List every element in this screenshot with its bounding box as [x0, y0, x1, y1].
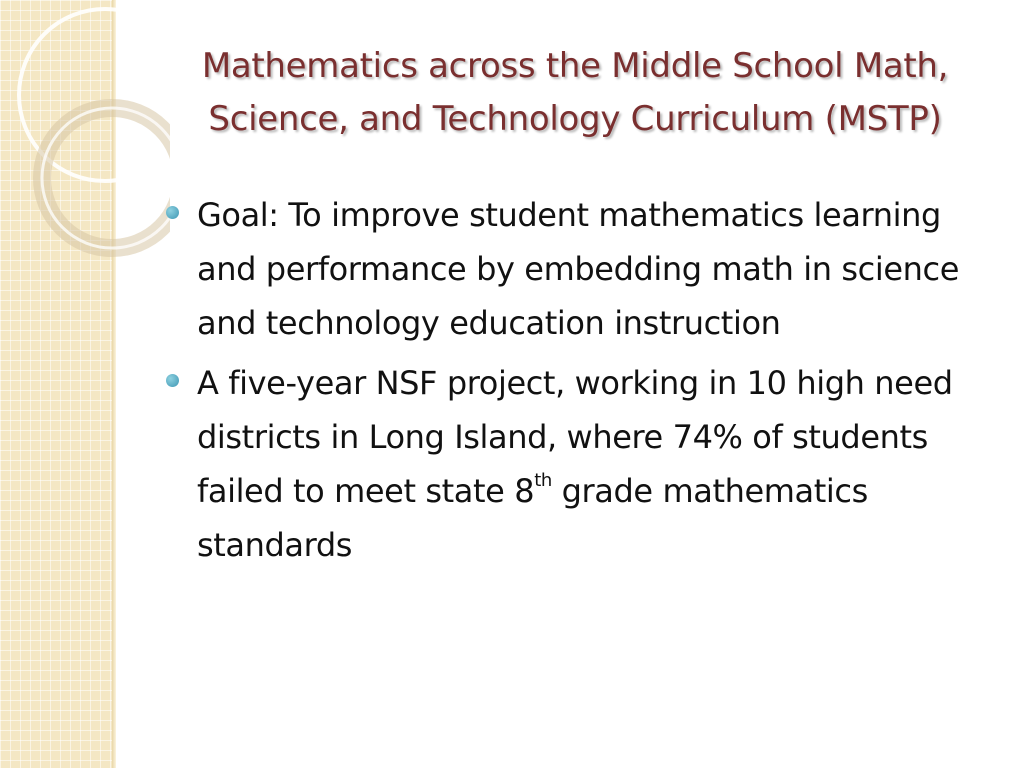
ordinal-superscript: th	[534, 470, 552, 492]
bullet-dot-icon	[166, 206, 179, 219]
slide-title: Mathematics across the Middle School Math, Science, and Technology Curriculum (MSTP)	[201, 46, 949, 139]
bullet-list	[166, 188, 986, 578]
bullet-project-text-end: grade mathematics standards	[197, 472, 868, 564]
bullet-goal	[166, 188, 986, 350]
bullet-project-text-main: A five-year NSF project, working in 10 high need districts in Long Island, where 74% of students failed to meet state 8	[197, 364, 953, 510]
bullet-goal-text: Goal: To improve student mathematics learning and performance by embedding math in science and technology education instruction	[197, 196, 959, 342]
bullet-project	[166, 356, 986, 572]
bullet-dot-icon	[166, 374, 179, 387]
bullet-project-text	[197, 364, 953, 564]
